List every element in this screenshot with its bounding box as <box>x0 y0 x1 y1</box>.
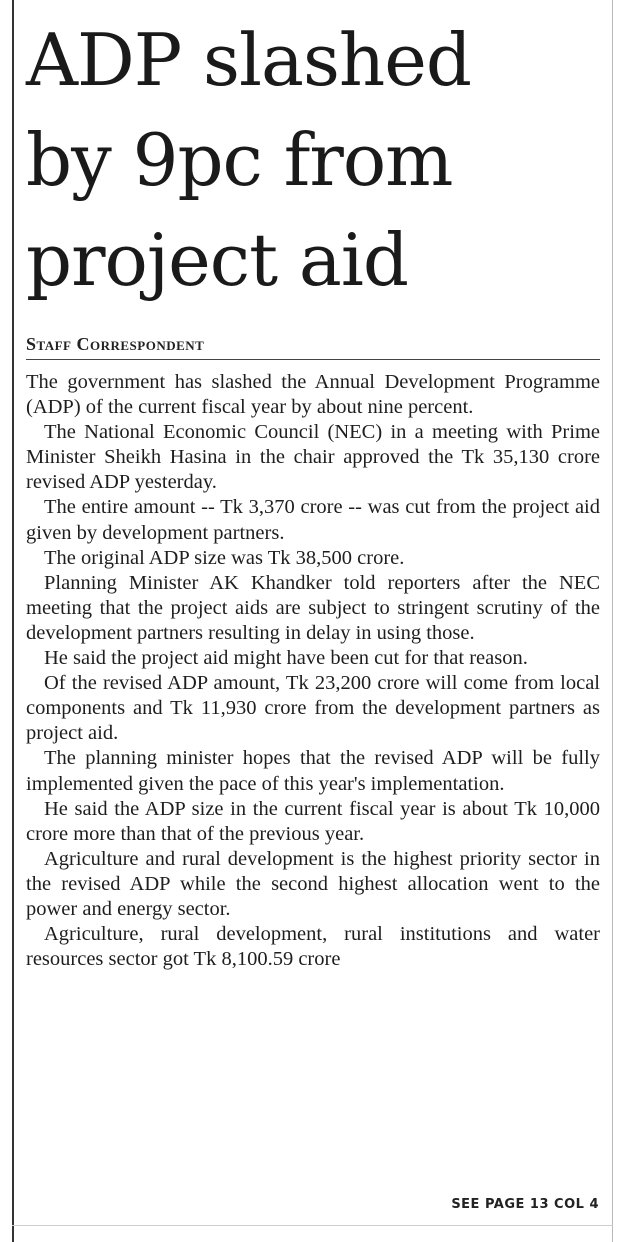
paragraph: The planning minister hopes that the revised ADP will be fully implemented given the pace of this year's implementation. <box>26 747 600 795</box>
paragraph: Of the revised ADP amount, Tk 23,200 crore will come from local components and Tk 11,930 crore from the development partners as project aid. <box>26 672 600 745</box>
clipping-left-border <box>12 0 14 1242</box>
article-body <box>26 370 600 972</box>
paragraph: The National Economic Council (NEC) in a meeting with Prime Minister Sheikh Hasina in the chair approved the Tk 35,130 crore revised ADP yesterday. <box>26 421 600 494</box>
paragraph: The entire amount -- Tk 3,370 crore -- was cut from the project aid given by development partners. <box>26 496 600 544</box>
headline-line-1: ADP slashed <box>26 18 471 102</box>
paragraph: He said the project aid might have been cut for that reason. <box>44 647 528 670</box>
headline <box>26 10 600 310</box>
paragraph: The original ADP size was Tk 38,500 crore. <box>44 546 405 569</box>
paragraph: Agriculture, rural development, rural institutions and water resources sector got Tk 8,100.59 crore <box>26 923 600 971</box>
paragraph: The government has slashed the Annual Development Programme (ADP) of the current fiscal year by about nine percent. <box>26 371 600 419</box>
paragraph: Planning Minister AK Khandker told reporters after the NEC meeting that the project aids are subject to stringent scrutiny of the development partners resulting in delay in using those. <box>26 571 600 644</box>
byline: Staff Correspondent <box>26 334 600 360</box>
paragraph: He said the ADP size in the current fiscal year is about Tk 10,000 crore more than that of the previous year. <box>26 797 600 845</box>
headline-line-3: project aid <box>26 218 408 302</box>
continuation-note: SEE PAGE 13 COL 4 <box>451 1197 599 1212</box>
clipping-right-border <box>612 0 613 1242</box>
headline-line-2: by 9pc from <box>26 118 453 202</box>
news-article <box>26 10 600 972</box>
paragraph: Agriculture and rural development is the highest priority sector in the revised ADP while the second highest allocation went to the power and energy sector. <box>26 847 600 920</box>
clipping-bottom-border <box>12 1225 613 1226</box>
